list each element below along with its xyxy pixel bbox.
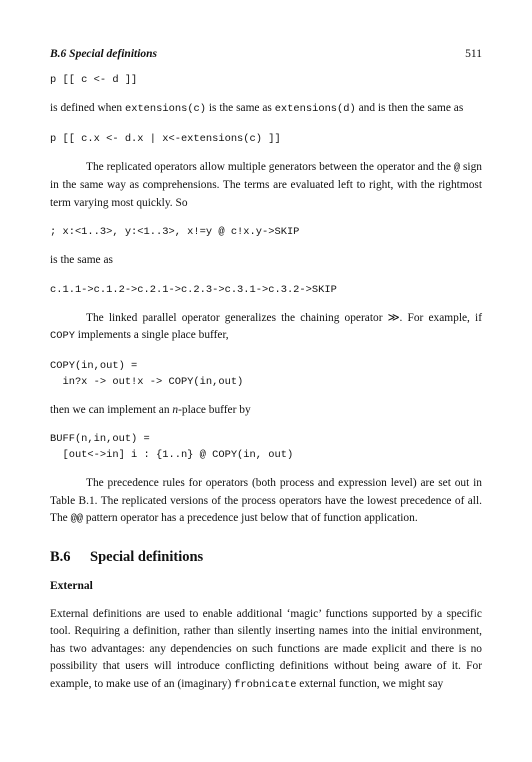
page-number: 511 — [465, 48, 482, 60]
section-number: B.6 — [50, 548, 71, 565]
code-example-6: BUFF(n,in,out) = [out<->in] i : {1..n} @ COPY(in, out) — [50, 433, 294, 461]
code-example-2: p [[ c.x <- d.x | x<-extensions(c) ]] — [50, 132, 281, 145]
paragraph-5-text-b: -place buffer by — [178, 403, 251, 416]
subsection-heading: External — [50, 580, 93, 592]
paragraph-6-text-b: pattern operator has a precedence just below that of function application. — [83, 512, 418, 524]
code-example-3: ; x:<1..3>, y:<1..3>, x!=y @ c!x.y->SKIP — [50, 226, 300, 238]
paragraph-1-text-a: is defined when — [50, 102, 125, 114]
paragraph-7-text-a: External definitions are used to enable additional ‘magic’ functions supported by a specific tool. Requiring a definition, rather than silently inserting names into the initial environment, has two advantages: any dependencies on such functions are made explicit and there is no possibility that users will introduce conflicting definitions without being aware of it. For example, to make use of an (imaginary) — [50, 607, 482, 690]
paragraph-1-text-b: is the same as — [206, 102, 275, 114]
inline-code-frobnicate: frobnicate — [234, 678, 297, 691]
inline-code-at: @ — [453, 161, 461, 174]
section-title: Special definitions — [90, 548, 204, 565]
paragraph-4 — [50, 310, 482, 346]
code-example-5: COPY(in,out) = in?x -> out!x -> COPY(in,out) — [50, 359, 244, 388]
paragraph-1-text-c: and is then the same as — [355, 102, 464, 114]
code-example-4: c.1.1->c.1.2->c.2.1->c.2.3->c.3.1->c.3.2->SKIP — [50, 283, 337, 296]
paragraph-4-text-a: The linked parallel operator generalizes the chaining operator ≫. For example, if — [86, 311, 482, 324]
math-n: n — [172, 403, 179, 416]
section-heading — [50, 549, 482, 567]
page-body — [50, 72, 482, 694]
inline-code-extensions-d: extensions(d) — [274, 103, 356, 115]
paragraph-7-text-b: external function, we might say — [296, 677, 444, 690]
paragraph-2-text-b: sign in the same way as comprehensions. The terms are evaluated left to right, with the rightmost term varying most quickly. So — [50, 160, 482, 209]
paragraph-2 — [50, 159, 482, 213]
paragraph-5 — [50, 402, 482, 420]
inline-code-atat: @@ — [70, 513, 84, 525]
running-header-section: B.6 Special definitions — [50, 48, 158, 60]
inline-code-extensions-c: extensions(c) — [124, 103, 207, 115]
paragraph-6-text-a: The precedence rules for operators (both process and expression level) are set out in Table B.1. The replicated versions of the process operators have the lowest precedence of all. The — [50, 477, 482, 524]
paragraph-5-text-a: then we can implement an — [50, 403, 173, 416]
paragraph-6 — [50, 475, 482, 529]
paragraph-7 — [50, 606, 482, 695]
paragraph-3: is the same as — [50, 254, 113, 266]
paragraph-4-text-b: implements a single place buffer, — [74, 329, 229, 341]
code-example-1: p [[ c <- d ]] — [50, 74, 138, 86]
paragraph-1 — [50, 100, 482, 119]
running-header — [50, 46, 482, 64]
paragraph-2-text-a: The replicated operators allow multiple generators between the operator and the — [86, 160, 454, 173]
inline-code-copy: COPY — [50, 330, 75, 342]
